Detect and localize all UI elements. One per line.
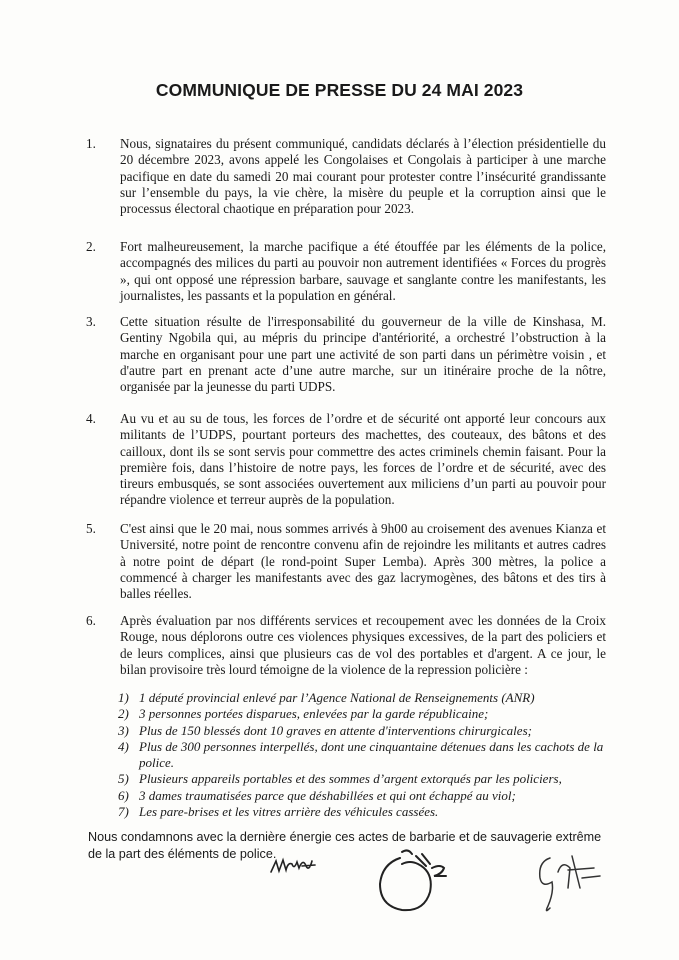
list-item (118, 706, 618, 722)
paragraph-4 (86, 411, 606, 509)
list-item-number: 1) (118, 690, 129, 705)
paragraph-text: Fort malheureusement, la marche pacifique a été étouffée par les éléments de la police, accompagnés des milices du parti au pouvoir non autrement identifiées « Forces du progrès », qui ont opposé une répression barbare, sauvage et sanglante contre les manifestants, les journalistes, les passants et la population en général. (120, 239, 606, 303)
list-item-text: Plus de 150 blessés dont 10 graves en attente d'interventions chirurgicales; (139, 722, 532, 738)
list-item (118, 771, 618, 787)
paragraph-text: Nous, signataires du présent communiqué, candidats déclarés à l’élection présidentielle du 20 décembre 2023, avons appelé les Congolaises et Congolais à participer à une marche pacifique en date du samedi 20 mai courant pour protester contre l’insécurité grandissante sur l’ensemble du pays, la vie chère, la misère du peuple et la corruption ainsi que le processus électoral chaotique en préparation pour 2023. (120, 136, 606, 217)
paragraph-number: 6. (86, 613, 96, 628)
list-item-text: 3 dames traumatisées parce que déshabillées et qui ont échappé au viol; (139, 787, 516, 803)
paragraph-text: C'est ainsi que le 20 mai, nous sommes arrivés à 9h00 au croisement des avenues Kianza et Université, notre point de rencontre convenu afin de rejoindre les militants et autres cadres à notre point de départ (le rond-point Super Lemba). Après 300 mètres, la police a commencé à charger les manifestants avec des gaz lacrymogènes, des bâtons et des tirs à balles réelles. (120, 521, 606, 602)
list-item-number: 3) (118, 722, 129, 738)
list-item (118, 739, 618, 772)
paragraph-number: 3. (86, 314, 96, 329)
list-item (118, 804, 618, 820)
list-item-text: Plus de 300 personnes interpellés, dont une cinquantaine détenues dans les cachots de la police. (139, 738, 604, 771)
paragraph-text: Au vu et au su de tous, les forces de l’ordre et de sécurité ont apporté leur concours aux militants de l’UDPS, pourtant porteurs des machettes, des couteaux, des bâtons et des cailloux, dont ils se sont servis pour commettre des actes criminels chemin faisant. Pour la première fois, dans l’histoire de notre pays, les forces de l’ordre et de sécurité, avec des tireurs embusqués, se sont associées ouvertement aux miliciens d’un parti au pouvoir pour répandre violence et terreur auprès de la population. (120, 411, 606, 508)
casualty-list (118, 690, 618, 820)
paragraph-6 (86, 613, 606, 678)
paragraph-2 (86, 239, 606, 304)
paragraph-text: Après évaluation par nos différents services et recoupement avec les données de la Croix Rouge, nous déplorons outre ces violences physiques excessives, de la part des policiers et de leurs complices, ainsi que plusieurs cas de vol des portables et d'argent. A ce jour, le bilan provisoire très lourd témoigne de la violence de la repression policière : (120, 613, 606, 677)
list-item-number: 5) (118, 771, 129, 787)
list-item-number: 6) (118, 787, 129, 803)
paragraph-1 (86, 136, 606, 217)
signature-2-icon (372, 846, 464, 916)
paragraph-3 (86, 314, 606, 395)
list-item-number: 7) (118, 804, 129, 820)
paragraph-text: Cette situation résulte de l'irresponsabilité du gouverneur de la ville de Kinshasa, M. Gentiny Ngobila qui, au mépris du principe d'antériorité, a orchestré l’obstruction à la marche en organisant pour une part une activité de son parti dans un périmètre voisin , et d'autre part en prenant acte d’une autre marche, sur un itinéraire proche de la nôtre, organisée par la jeunesse du parti UDPS. (120, 314, 606, 395)
conclusion-text: Nous condamnons avec la dernière énergie ces actes de barbarie et de sauvagerie extrême de la part des éléments de police. (88, 830, 602, 861)
signature-1-icon (268, 852, 320, 878)
list-item-text: 1 député provincial enlevé par l’Agence National de Renseignements (ANR) (139, 690, 535, 705)
paragraph-number: 4. (86, 411, 96, 426)
paragraph-number: 1. (86, 136, 96, 151)
document-title: COMMUNIQUE DE PRESSE DU 24 MAI 2023 (155, 80, 524, 100)
list-item-number: 2) (118, 706, 129, 722)
paragraph-number: 5. (86, 521, 96, 536)
signature-3-icon (530, 848, 610, 918)
list-item-number: 4) (118, 738, 129, 754)
list-item (118, 788, 618, 804)
list-item-text: Les pare-brises et les vitres arrière des véhicules cassées. (139, 804, 439, 820)
list-item-text: Plusieurs appareils portables et des sommes d’argent extorqués par les policiers, (139, 771, 562, 787)
paragraph-5 (86, 521, 606, 602)
list-item-text: 3 personnes portées disparues, enlevées par la garde républicaine; (139, 706, 489, 722)
paragraph-number: 2. (86, 239, 96, 254)
list-item (118, 690, 618, 706)
list-item (118, 723, 618, 739)
